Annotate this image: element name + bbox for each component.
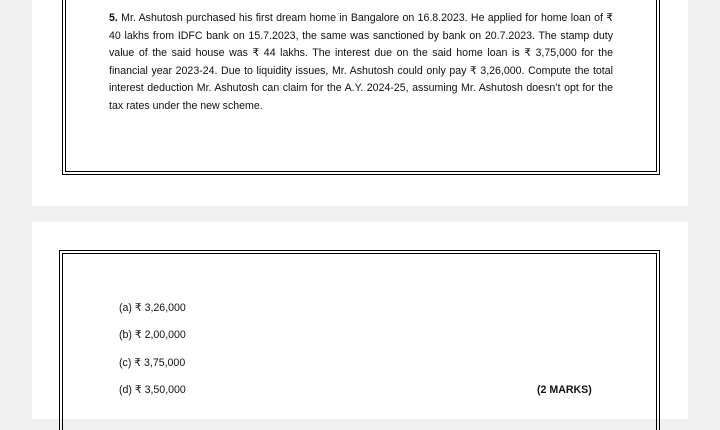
option-b: (b) ₹ 2,00,000 <box>119 329 186 341</box>
option-d: (d) ₹ 3,50,000 <box>119 384 186 396</box>
question-text: Mr. Ashutosh purchased his first dream home in Bangalore on 16.8.2023. He applied for home loan of ₹ 40 lakhs from IDFC bank on 15.7.2023, the same was sanctioned by bank on 20.7.2023. The stamp duty value of the said house was ₹ 44 lakhs. The interest due on the said home loan is ₹ 3,75,000 for the financial year 2023-24. Due to liquidity issues, Mr. Ashutosh could only pay ₹ 3,26,000. Compute the total interest deduction Mr. Ashutosh can claim for the A.Y. 2024-25, assuming Mr. Ashutosh doesn’t opt for the tax rates under the new scheme. <box>109 12 613 112</box>
option-a: (a) ₹ 3,26,000 <box>119 302 186 314</box>
option-c: (c) ₹ 3,75,000 <box>119 357 186 369</box>
question-number: 5. <box>109 12 118 24</box>
question-page <box>32 0 688 206</box>
options-page <box>32 222 688 419</box>
question-text-block <box>109 10 613 115</box>
marks-label: (2 MARKS) <box>537 384 592 396</box>
